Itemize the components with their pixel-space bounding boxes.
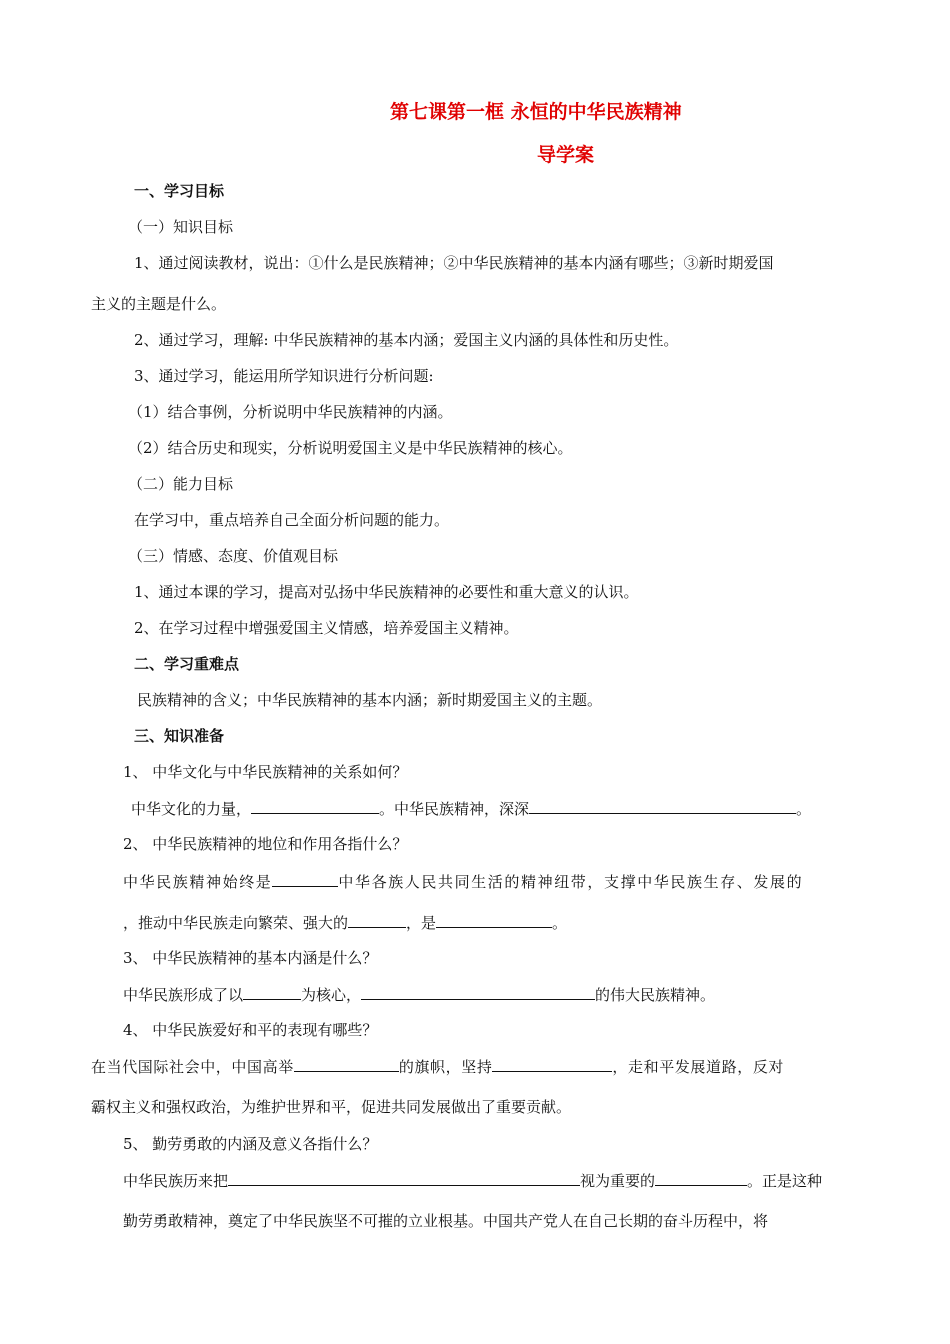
answer-text: 。 [796,800,812,818]
answer-2-line-2 [123,912,567,933]
answer-text: 的旗帜，坚持 [398,1058,493,1076]
emotion-goal-1: 1、通过本课的学习，提高对弘扬中华民族精神的必要性和重大意义的认识。 [134,583,639,601]
answer-text: ，推动中华民族走向繁荣、强大的 [123,914,349,932]
question-3: 3、 中华民族精神的基本内涵是什么？ [123,949,378,967]
key-points-text: 民族精神的含义；中华民族精神的基本内涵；新时期爱国主义的主题。 [137,691,603,709]
answer-text: 中华民族历来把 [123,1172,229,1190]
knowledge-goal-3-1: （1）结合事例，分析说明中华民族精神的内涵。 [128,403,453,421]
answer-text: 中华文化的力量， [131,800,252,818]
knowledge-goals-title: （一）知识目标 [128,218,234,236]
question-5: 5、 勤劳勇敢的内涵及意义各指什么？ [123,1135,378,1153]
knowledge-goal-2: 2、通过学习，理解: 中华民族精神的基本内涵；爱国主义内涵的具体性和历史性。 [134,331,679,349]
section-heading-key-points: 二、学习重难点 [134,655,240,673]
answer-text: 。正是这种 [747,1172,823,1190]
fill-blank[interactable] [436,912,552,928]
question-2: 2、 中华民族精神的地位和作用各指什么？ [123,835,408,853]
knowledge-goal-1-line-2: 主义的主题是什么。 [91,295,227,313]
emotion-goal-2: 2、在学习过程中增强爱国主义情感，培养爱国主义精神。 [134,619,519,637]
fill-blank[interactable] [228,1170,580,1186]
section-heading-preparation: 三、知识准备 [134,727,225,745]
fill-blank[interactable] [655,1170,747,1186]
fill-blank[interactable] [243,984,301,1000]
answer-text: ，走和平发展道路，反对 [612,1058,785,1076]
answer-text: 的伟大民族精神。 [595,986,716,1004]
answer-text: 。中华民族精神，深深 [379,800,530,818]
answer-text: 。 [552,914,568,932]
ability-goals-title: （二）能力目标 [128,475,234,493]
answer-text: 中华民族精神始终是 [123,873,273,891]
fill-blank[interactable] [272,871,338,887]
knowledge-goal-3-2: （2）结合历史和现实，分析说明爱国主义是中华民族精神的核心。 [128,439,573,457]
ability-goal-1: 在学习中，重点培养自己全面分析问题的能力。 [134,511,450,529]
answer-text: ，是 [406,914,437,932]
fill-blank[interactable] [348,912,406,928]
section-heading-goals: 一、学习目标 [134,182,225,200]
answer-text: 视为重要的 [580,1172,656,1190]
fill-blank[interactable] [529,798,796,814]
answer-text: 中华民族形成了以 [123,986,244,1004]
answer-4-line-2: 霸权主义和强权政治，为维护世界和平，促进共同发展做出了重要贡献。 [91,1098,572,1116]
answer-2-line-1 [123,871,803,892]
answer-text: 中华各族人民共同生活的精神纽带，支撑中华民族生存、发展的 [338,873,804,891]
document-title: 第七课第一框 永恒的中华民族精神 [390,101,682,123]
answer-text: 为核心， [301,986,362,1004]
answer-text: 在当代国际社会中，中国高举 [91,1058,294,1076]
answer-5-line-2: 勤劳勇敢精神，奠定了中华民族坚不可摧的立业根基。中国共产党人在自己长期的奋斗历程中，将 [123,1212,769,1230]
fill-blank[interactable] [251,798,379,814]
fill-blank[interactable] [294,1056,399,1072]
answer-1-line [131,798,811,819]
knowledge-goal-3: 3、通过学习，能运用所学知识进行分析问题: [134,367,434,385]
answer-3-line [123,984,715,1005]
emotion-goals-title: （三）情感、态度、价值观目标 [128,547,339,565]
document-subtitle: 导学案 [537,144,595,166]
answer-4-line-1 [91,1056,784,1077]
fill-blank[interactable] [492,1056,612,1072]
question-4: 4、 中华民族爱好和平的表现有哪些？ [123,1021,378,1039]
fill-blank[interactable] [361,984,595,1000]
answer-5-line-1 [123,1170,822,1191]
question-1: 1、 中华文化与中华民族精神的关系如何？ [123,763,408,781]
knowledge-goal-1-line-1: 1、通过阅读教材，说出：①什么是民族精神；②中华民族精神的基本内涵有哪些；③新时期爱国 [134,254,774,272]
